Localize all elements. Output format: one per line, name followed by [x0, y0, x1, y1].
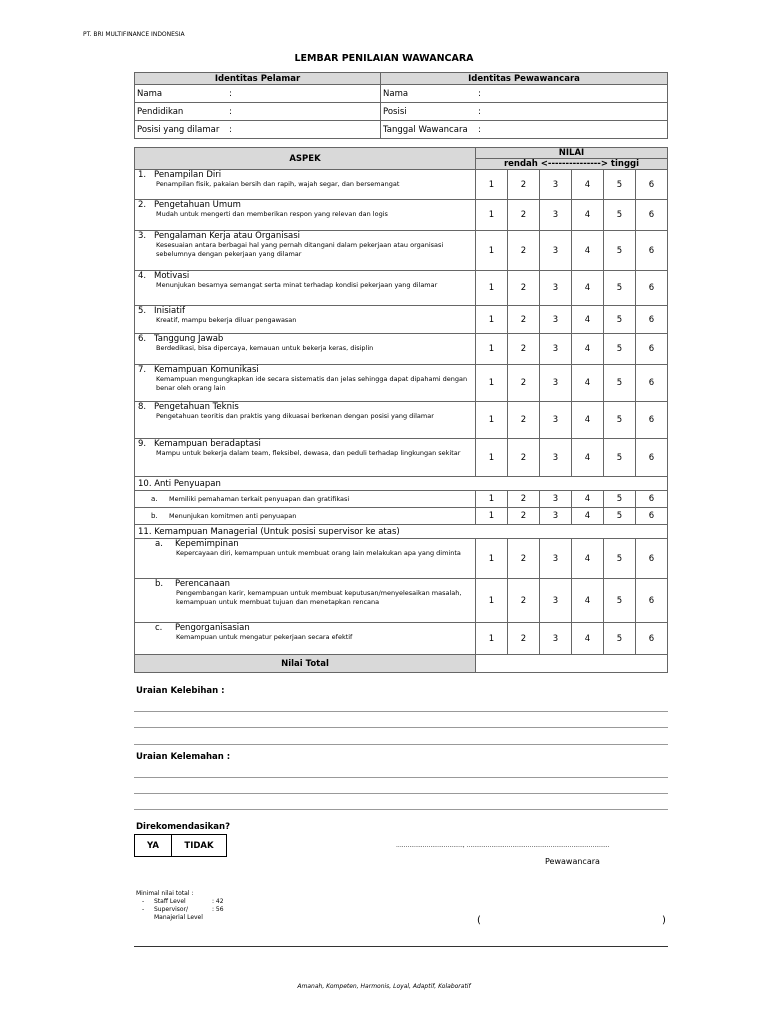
aspect-description: Kemampuan untuk mengatur pekerjaan secara efektif [176, 633, 353, 641]
aspect-2 [135, 200, 476, 231]
aspect-1 [135, 170, 476, 200]
score-option[interactable]: 5 [604, 508, 636, 525]
score-option[interactable]: 1 [476, 579, 508, 623]
table-row [135, 539, 668, 579]
score-option[interactable]: 5 [604, 402, 636, 439]
aspect-title: Kepemimpinan [175, 539, 239, 549]
signature-close-paren: ) [662, 915, 666, 926]
aspect-number: 6. [138, 334, 147, 344]
aspect-description: Menunjukan besarnya semangat serta minat terhadap kondisi pekerjaan yang dilamar [156, 281, 438, 289]
managerial-aspect [135, 539, 476, 579]
score-option[interactable]: 4 [572, 402, 604, 439]
score-option[interactable]: 4 [572, 439, 604, 477]
rekomendasi-options [134, 834, 227, 857]
score-option[interactable]: 5 [604, 623, 636, 655]
score-option[interactable]: 2 [508, 231, 540, 271]
pelamar-position-field[interactable] [135, 121, 381, 139]
aspect-number: 5. [138, 306, 147, 316]
table-row [135, 170, 668, 200]
aspect-title: Pengetahuan Umum [154, 200, 241, 210]
aspect-description: Pengetahuan teoritis dan praktis yang dikuasai berkenan dengan posisi yang dilamar [156, 412, 434, 420]
score-option[interactable]: 3 [540, 508, 572, 525]
score-option[interactable]: 1 [476, 271, 508, 306]
score-option[interactable]: 4 [572, 271, 604, 306]
score-option[interactable]: 6 [636, 271, 668, 306]
colon: : [229, 124, 232, 135]
assessment-table [134, 147, 668, 673]
aspect-number: 9. [138, 439, 147, 449]
aspect-9 [135, 439, 476, 477]
aspect-title: Kemampuan Komunikasi [154, 365, 259, 375]
identity-table [134, 72, 668, 139]
aspect-title: Penampilan Diri [154, 170, 222, 180]
aspect-10b: b. Menunjukan komitmen anti penyuapan [135, 508, 476, 525]
kelemahan-label: Uraian Kelemahan : [136, 752, 231, 762]
score-option[interactable]: 1 [476, 439, 508, 477]
colon: : [229, 88, 232, 99]
score-option[interactable]: 4 [572, 306, 604, 334]
aspect-title: Inisiatif [154, 306, 185, 316]
colon: : [229, 106, 232, 117]
score-option[interactable]: 4 [572, 623, 604, 655]
colon: : [478, 88, 481, 99]
score-option[interactable]: 6 [636, 439, 668, 477]
aspect-11-title: 11. Kemampuan Managerial (Untuk posisi supervisor ke atas) [135, 525, 668, 539]
managerial-aspect [135, 623, 476, 655]
score-option[interactable]: 5 [604, 579, 636, 623]
pelamar-header: Identitas Pelamar [135, 73, 381, 85]
score-option[interactable]: 1 [476, 306, 508, 334]
score-option[interactable]: 4 [572, 579, 604, 623]
nilai-header: NILAI [476, 148, 668, 159]
writing-line[interactable] [134, 711, 668, 712]
score-option[interactable]: 3 [540, 439, 572, 477]
score-option[interactable]: 1 [476, 365, 508, 402]
score-option[interactable]: 2 [508, 365, 540, 402]
score-option[interactable]: 2 [508, 491, 540, 508]
aspect-3 [135, 231, 476, 271]
field-label: Posisi [383, 106, 407, 117]
score-option[interactable]: 2 [508, 334, 540, 365]
colon: : [478, 106, 481, 117]
score-option[interactable]: 3 [540, 306, 572, 334]
score-option[interactable]: 1 [476, 334, 508, 365]
aspect-description: Kreatif, mampu bekerja diluar pengawasan [156, 316, 297, 324]
table-row [135, 402, 668, 439]
score-option[interactable]: 5 [604, 271, 636, 306]
pelamar-name-field[interactable] [135, 85, 381, 103]
aspect-title: Pengalaman Kerja atau Organisasi [154, 231, 300, 241]
score-option[interactable]: 2 [508, 271, 540, 306]
score-option[interactable]: 4 [572, 539, 604, 579]
score-option[interactable]: 2 [508, 200, 540, 231]
table-row [135, 231, 668, 271]
field-label: Tanggal Wawancara [383, 124, 468, 135]
pelamar-education-field[interactable] [135, 103, 381, 121]
writing-line[interactable] [134, 809, 668, 810]
table-row [135, 200, 668, 231]
field-label: Nama [383, 88, 409, 99]
score-option[interactable]: 3 [540, 170, 572, 200]
nilai-total-field[interactable] [476, 655, 668, 673]
table-row [135, 508, 668, 525]
score-option[interactable]: 1 [476, 231, 508, 271]
field-label: Pendidikan [137, 106, 184, 117]
score-option[interactable]: 6 [636, 402, 668, 439]
minimal-title: Minimal nilai total : [136, 890, 194, 897]
score-option[interactable]: 4 [572, 508, 604, 525]
pewawancara-name-field[interactable] [381, 85, 668, 103]
nilai-total-label: Nilai Total [135, 655, 476, 673]
score-option[interactable]: 6 [636, 623, 668, 655]
aspect-description: Mampu untuk bekerja dalam team, fleksibel, dewasa, dan peduli terhadap lingkungan sekitar [156, 449, 461, 457]
score-option[interactable]: 5 [604, 365, 636, 402]
interview-date-field[interactable] [381, 121, 668, 139]
score-option[interactable]: 3 [540, 539, 572, 579]
table-row [135, 365, 668, 402]
score-option[interactable]: 3 [540, 334, 572, 365]
aspect-number: 8. [138, 402, 147, 412]
score-option[interactable]: 3 [540, 365, 572, 402]
aspect-title: Pengetahuan Teknis [154, 402, 239, 412]
table-row [135, 334, 668, 365]
footer-values: Amanah, Kompeten, Harmonis, Loyal, Adaptif, Kolaboratif [297, 983, 471, 990]
score-option[interactable]: 1 [476, 491, 508, 508]
aspect-title: Kemampuan beradaptasi [154, 439, 261, 449]
range-header: rendah <---------------> tinggi [476, 159, 668, 170]
aspect-number: c. [155, 623, 163, 633]
writing-line[interactable] [134, 793, 668, 794]
aspect-description: Mudah untuk mengerti dan memberikan respon yang relevan dan logis [156, 210, 388, 218]
score-option[interactable]: 5 [604, 170, 636, 200]
score-option[interactable]: 4 [572, 170, 604, 200]
score-option[interactable]: 1 [476, 508, 508, 525]
aspect-description: Kemampuan mengungkapkan ide secara sistematis dan jelas sehingga dapat dipahami dengan benar oleh orang lain [156, 375, 468, 392]
aspect-10a: a. Memiliki pemahaman terkait penyuapan dan gratifikasi [135, 491, 476, 508]
table-row [135, 491, 668, 508]
company-name: PT. BRI MULTIFINANCE INDONESIA [83, 31, 185, 38]
aspect-title: Tanggung Jawab [154, 334, 224, 344]
score-option[interactable]: 6 [636, 491, 668, 508]
score-option[interactable]: 3 [540, 231, 572, 271]
score-option[interactable]: 3 [540, 200, 572, 231]
score-option[interactable]: 6 [636, 170, 668, 200]
aspect-5 [135, 306, 476, 334]
writing-line[interactable] [134, 727, 668, 728]
score-option[interactable]: 5 [604, 539, 636, 579]
score-option[interactable]: 3 [540, 623, 572, 655]
score-option[interactable]: 1 [476, 539, 508, 579]
aspect-8 [135, 402, 476, 439]
table-row [135, 271, 668, 306]
colon: : [478, 124, 481, 135]
writing-line[interactable] [134, 777, 668, 778]
score-option[interactable]: 4 [572, 365, 604, 402]
table-row [135, 306, 668, 334]
signature-place-date-line[interactable]: ..................................., ........................................................................... [396, 842, 610, 849]
score-option[interactable]: 6 [636, 508, 668, 525]
aspect-description: Pengembangan karir, kemampuan untuk membuat keputusan/menyelesaikan masalah, kemampuan untuk membuat tujuan dan menetapkan rencana [176, 589, 462, 606]
score-option[interactable]: 6 [636, 539, 668, 579]
aspect-number: 2. [138, 200, 147, 210]
pewawancara-position-field[interactable] [381, 103, 668, 121]
score-option[interactable]: 1 [476, 623, 508, 655]
field-label: Posisi yang dilamar [137, 124, 220, 135]
table-row [135, 439, 668, 477]
aspect-6 [135, 334, 476, 365]
rekomendasi-question: Direkomendasikan? [136, 822, 231, 832]
aspect-number: b. [155, 579, 164, 589]
writing-line[interactable] [134, 744, 668, 745]
page-title: LEMBAR PENILAIAN WAWANCARA [294, 53, 474, 64]
score-option[interactable]: 1 [476, 200, 508, 231]
score-option[interactable]: 6 [636, 579, 668, 623]
score-option[interactable]: 5 [604, 200, 636, 231]
score-option[interactable]: 3 [540, 491, 572, 508]
score-option[interactable]: 1 [476, 402, 508, 439]
score-option[interactable]: 2 [508, 402, 540, 439]
pewawancara-header: Identitas Pewawancara [381, 73, 668, 85]
aspect-number: a. [155, 539, 163, 549]
kelebihan-label: Uraian Kelebihan : [136, 686, 225, 696]
score-option[interactable]: 5 [604, 439, 636, 477]
score-option[interactable]: 6 [636, 365, 668, 402]
aspect-title: Perencanaan [175, 579, 231, 589]
score-option[interactable]: 3 [540, 579, 572, 623]
aspect-description: Berdedikasi, bisa dipercaya, kemauan untuk bekerja keras, disiplin [156, 344, 374, 352]
aspek-header: ASPEK [135, 148, 476, 170]
aspect-title: Pengorganisasian [175, 623, 250, 633]
score-option[interactable]: 4 [572, 200, 604, 231]
signature-open-paren: ( [477, 915, 481, 926]
aspect-description: Kepercayaan diri, kemampuan untuk membuat orang lain melakukan apa yang diminta [176, 549, 461, 557]
score-option[interactable]: 4 [572, 491, 604, 508]
ya-option[interactable]: YA [135, 835, 172, 857]
score-option[interactable]: 2 [508, 306, 540, 334]
aspect-number: 7. [138, 365, 147, 375]
aspect-number: 3. [138, 231, 147, 241]
score-option[interactable]: 6 [636, 231, 668, 271]
score-option[interactable]: 4 [572, 231, 604, 271]
aspect-description: Penampilan fisik, pakaian bersih dan rapih, wajah segar, dan bersemangat [156, 180, 400, 188]
pewawancara-label: Pewawancara [545, 857, 600, 866]
score-option[interactable]: 1 [476, 170, 508, 200]
aspect-title: Motivasi [154, 271, 190, 281]
score-option[interactable]: 5 [604, 231, 636, 271]
score-option[interactable]: 2 [508, 439, 540, 477]
score-option[interactable]: 6 [636, 306, 668, 334]
score-option[interactable]: 3 [540, 402, 572, 439]
score-option[interactable]: 5 [604, 334, 636, 365]
managerial-aspect [135, 579, 476, 623]
score-option[interactable]: 6 [636, 334, 668, 365]
aspect-4 [135, 271, 476, 306]
aspect-description: Kesesuaian antara berbagai hal yang pernah ditangani dalam pekerjaan atau organisasi sebelumnya dengan pekerjaan yang dilamar [156, 241, 444, 258]
aspect-number: 1. [138, 170, 147, 180]
field-label: Nama [137, 88, 163, 99]
minimal-row: - Staff Level : 42 [142, 898, 224, 905]
score-option[interactable]: 2 [508, 508, 540, 525]
score-option[interactable]: 4 [572, 334, 604, 365]
score-option[interactable]: 2 [508, 170, 540, 200]
table-row [135, 579, 668, 623]
minimal-row: - Supervisor/ Manajerial Level : 56 [142, 906, 224, 921]
aspect-number: 4. [138, 271, 147, 281]
score-option[interactable]: 3 [540, 271, 572, 306]
score-option[interactable]: 5 [604, 306, 636, 334]
aspect-10-title: 10. Anti Penyuapan [135, 477, 668, 491]
score-option[interactable]: 2 [508, 623, 540, 655]
table-row [135, 623, 668, 655]
score-option[interactable]: 5 [604, 491, 636, 508]
bottom-divider [134, 946, 668, 947]
score-option[interactable]: 6 [636, 200, 668, 231]
minimal-score-note [136, 890, 224, 922]
aspect-7 [135, 365, 476, 402]
score-option[interactable]: 2 [508, 579, 540, 623]
score-option[interactable]: 2 [508, 539, 540, 579]
tidak-option[interactable]: TIDAK [172, 835, 227, 857]
